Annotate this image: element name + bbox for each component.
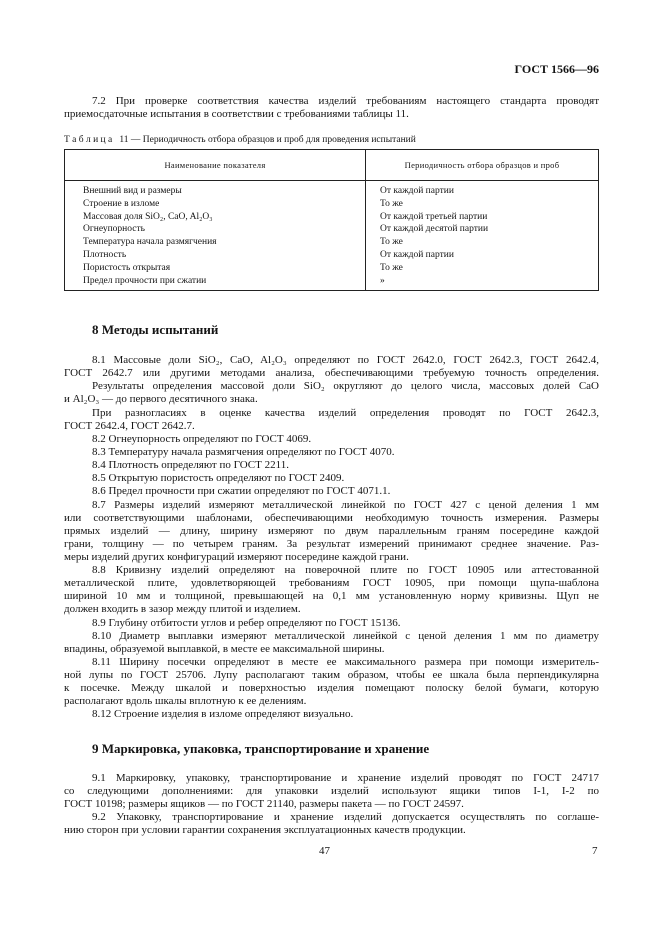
section-9-line: со следующими дополнениями: для упаковки изделий используют ящики типов I-1, I-2 по [64, 785, 599, 797]
indicator-name-cell: Строение в изломе [65, 198, 366, 211]
page-number-center: 47 [319, 845, 330, 857]
table-row [65, 198, 599, 211]
document-code: ГОСТ 1566—96 [514, 62, 599, 76]
indicator-name-cell: Плотность [65, 249, 366, 262]
indicator-name-cell: Пористость открытая [65, 262, 366, 275]
section-8-line: 8.3 Температуру начала размягчения определяют по ГОСТ 4070. [92, 446, 395, 458]
section-8-line: 8.6 Предел прочности при сжатии определяют по ГОСТ 4071.1. [92, 485, 391, 497]
section-8-line: ной лупы по ГОСТ 25706. Лупу располагают таким образом, чтобы ее шкала была перпендикулярна [64, 669, 599, 681]
section-8-line: ГОСТ 2642.7 или другими методами анализа, обеспечивающими требуемую точность определения. [64, 367, 599, 379]
section-8-line: прямых изделий — длину, ширину измеряют по двум параллельным граням посередине каждой [64, 525, 599, 537]
section-8-line: 8.11 Ширину посечки определяют в месте ее максимального размера при помощи измеритель- [92, 656, 599, 668]
intro-line-2: приемосдаточные испытания в соответствии с требованиями таблицы 11. [64, 108, 409, 120]
table-caption [64, 134, 416, 146]
table-row [65, 275, 599, 291]
frequency-cell: То же [366, 236, 599, 249]
indicator-name-cell: Огнеупорность [65, 223, 366, 236]
table-row [65, 262, 599, 275]
section-8-line: 8.1 Массовые доли SiO₂, CaO, Al₂O₃ определяют по ГОСТ 2642.0, ГОСТ 2642.3, ГОСТ 2642.4, [92, 354, 599, 366]
section-8-line: 8.2 Огнеупорность определяют по ГОСТ 4069. [92, 433, 312, 445]
frequency-cell: От каждой десятой партии [366, 223, 599, 236]
section-9-heading: 9 Маркировка, упаковка, транспортирование и хранение [92, 741, 430, 756]
table-header-frequency: Периодичность отбора образцов и проб [366, 150, 599, 181]
section-8-line: к посечке. Между шкалой и поверхностью изделия помещают полоску белой бумаги, которую [64, 682, 599, 694]
section-8-line: ГОСТ 2642.4, ГОСТ 2642.7. [64, 420, 195, 432]
section-8-line: и Al₂O₃ — до первого десятичного знака. [64, 393, 258, 405]
table-header-indicator: Наименование показателя [65, 150, 366, 181]
table-row [65, 223, 599, 236]
frequency-cell: От каждой партии [366, 181, 599, 198]
section-8-line: или соответствующими шаблонами, обеспечивающими необходимую точность измерения. Размеры [64, 512, 599, 524]
section-8-heading: 8 Методы испытаний [92, 322, 219, 337]
table-caption-word: Т а б л и ц а [64, 135, 113, 145]
indicator-name-cell: Внешний вид и размеры [65, 181, 366, 198]
indicator-name-cell: Массовая доля SiO₂, CaO, Al₂O₃ [65, 211, 366, 224]
section-8-line: 8.7 Размеры изделий измеряют металлической линейкой по ГОСТ 427 с ценой деления 1 мм [92, 499, 599, 511]
frequency-cell: От каждой третьей партии [366, 211, 599, 224]
table-caption-text: 11 — Периодичность отбора образцов и проб для проведения испытаний [119, 135, 416, 145]
table-body [65, 181, 599, 291]
section-8-line: 8.10 Диаметр выплавки измеряют металлической линейкой с ценой деления 1 мм по диаметру [92, 630, 599, 642]
table-row [65, 181, 599, 198]
table-row [65, 249, 599, 262]
table-row [65, 236, 599, 249]
section-9-line: нию сторон при условии гарантии сохранения эксплуатационных качеств продукции. [64, 824, 466, 836]
page-number-right: 7 [592, 845, 598, 857]
intro-line-1: 7.2 При проверке соответствия качества изделий требованиям настоящего стандарта проводят [92, 95, 599, 107]
table-11 [64, 149, 599, 291]
section-8-line: 8.5 Открытую пористость определяют по ГОСТ 2409. [92, 472, 345, 484]
indicator-name-cell: Предел прочности при сжатии [65, 275, 366, 291]
frequency-cell: » [366, 275, 599, 291]
section-8-line: впадины, образуемой выплавкой, в месте ее максимальной ширины. [64, 643, 385, 655]
frequency-cell: То же [366, 198, 599, 211]
frequency-cell: От каждой партии [366, 249, 599, 262]
section-8-line: должен входить в зазор между плитой и изделием. [64, 603, 301, 615]
section-8-line: металлической плите, удовлетворяющей требованиям ГОСТ 10905, при помощи щупа-шаблона [64, 577, 599, 589]
table-row [65, 211, 599, 224]
section-8-line: 8.4 Плотность определяют по ГОСТ 2211. [92, 459, 289, 471]
section-9-line: 9.2 Упаковку, транспортирование и хранение изделий допускается осуществлять по соглаше- [92, 811, 599, 823]
section-9-line: 9.1 Маркировку, упаковку, транспортирование и хранение изделий проводят по ГОСТ 24717 [92, 772, 599, 784]
section-8-line: шириной 10 мм и толщиной, превышающей на 0,1 мм установленную норму кривизны. Щуп не [64, 590, 599, 602]
section-8-line: При разногласиях в оценке качества изделий определения проводят по ГОСТ 2642.3, [92, 407, 599, 419]
section-8-line: грани, толщину — по четырем граням. За результат измерений принимают среднее значение. Раз- [64, 538, 599, 550]
section-8-line: Результаты определения массовой доли SiO₂ округляют до целого числа, массовых долей CaO [92, 380, 599, 392]
section-8-line: 8.8 Кривизну изделий определяют на поверочной плите по ГОСТ 10905 или аттестованной [92, 564, 599, 576]
indicator-name-cell: Температура начала размягчения [65, 236, 366, 249]
frequency-cell: То же [366, 262, 599, 275]
section-9-line: ГОСТ 10198; размеры ящиков — по ГОСТ 21140, размеры пакета — по ГОСТ 24597. [64, 798, 464, 810]
section-8-line: меры изделий других конфигураций измеряют посередине каждой грани. [64, 551, 409, 563]
section-8-line: располагают вдоль шкалы вплотную к ее делениям. [64, 695, 307, 707]
section-8-line: 8.9 Глубину отбитости углов и ребер определяют по ГОСТ 15136. [92, 617, 401, 629]
section-8-line: 8.12 Строение изделия в изломе определяют визуально. [92, 708, 354, 720]
